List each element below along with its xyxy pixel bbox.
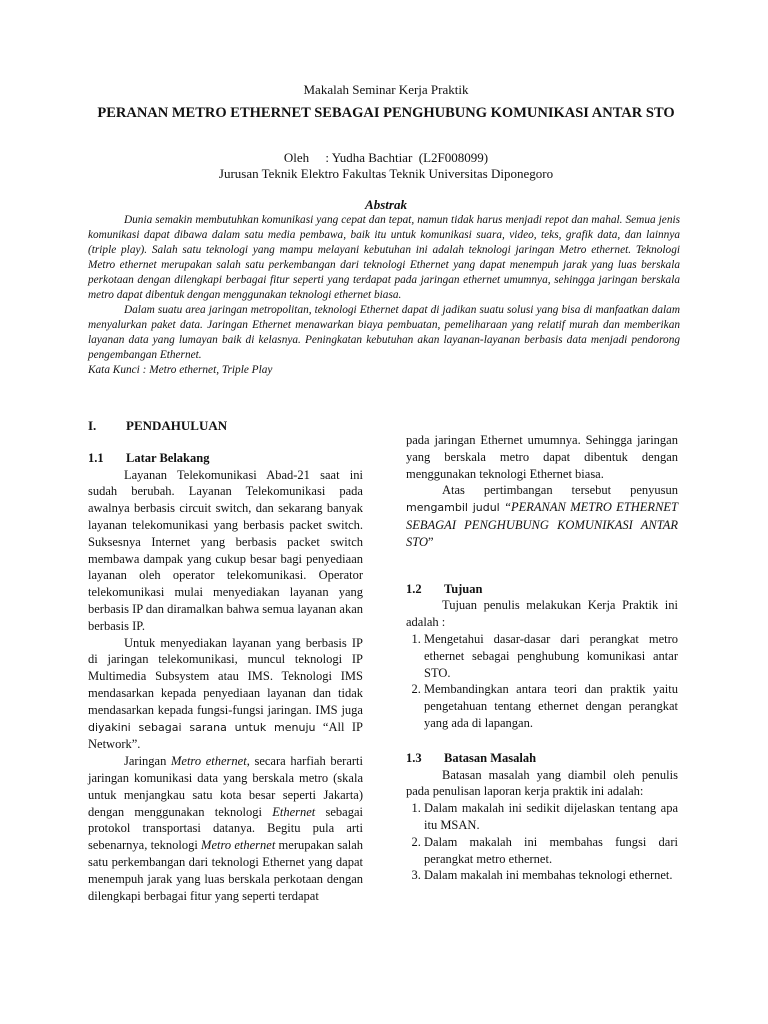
emphasis: Ethernet xyxy=(272,804,316,819)
text-run: diyakini sebagai sarana untuk menuju xyxy=(88,720,316,734)
subsection-heading-batasan-masalah xyxy=(406,750,678,767)
list-item: 1. Dalam makalah ini sedikit dijelaskan tentang apa itu MSAN. xyxy=(424,800,678,834)
section-number: I. xyxy=(88,418,97,433)
subsection-heading-tujuan xyxy=(406,581,678,598)
abstract-paragraph-1: Dunia semakin membutuhkan komunikasi yang cepat dan tepat, namun tidak harus menjadi repot dan mahal. Semua jenis komunikasi dapat dibawa dalam satu media pembawa, baik itu untuk komunikasi suara, video, teks, grafik data, dan lainnya (triple play). Salah satu teknologi yang mampu melayani kebutuhan ini adalah teknologi jaringan Metro ethernet. Teknologi Metro ethernet merupakan salah satu perkembangan dari teknologi Ethernet yang dapat menempuh jarak yang luas berskala perkotaan dengan dilengkapi berbagai fitur seperti yang terdapat pada jaringan ethernet umumnya, sehingga jaringan berskala metro dapat dibentuk dengan menggunakan teknologi ethernet biasa. xyxy=(88,214,680,301)
text-run: Untuk menyediakan layanan yang berbasis IP di jaringan telekomunikasi, muncul teknologi IP Multimedia Subsystem atau IMS. Teknologi IMS mendasarkan kepada penyediaan layanan dan tidak mendasarkan kepada fungsi-fungsi jaringan. IMS juga xyxy=(88,635,363,717)
body-paragraph: pada jaringan Ethernet umumnya. Sehingga jaringan yang berskala metro dapat dibentuk dengan menggunakan teknologi Ethernet biasa. xyxy=(406,433,678,481)
list-item: 2. Membandingkan antara teori dan praktik yaitu pengetahuan tentang ethernet dengan perangkat yang ada di lapangan. xyxy=(424,681,678,731)
objective-list xyxy=(406,631,678,732)
abstract-paragraph-2: Dalam suatu area jaringan metropolitan, teknologi Ethernet dapat di jadikan suatu solusi yang bisa di manfaatkan dalam menyalurkan paket data. Jaringan Ethernet menawarkan biaya pembuatan, pemeliharaan yang relatif murah dan memberikan layanan data yang lumayan baik di kelasnya. Peningkatan kebutuhan akan layanan-layanan berbasis data menjadi pendorong pengembangan Ethernet. xyxy=(88,304,680,361)
body-paragraph: Layanan Telekomunikasi Abad-21 saat ini sudah berubah. Layanan Telekomunikasi pada awalnya berbasis circuit switch, dan sekarang banyak layanan telekomunikasi yang berbasis packet switch. Suksesnya Internet yang berbasis packet switch membawa dampak yang cukup besar bagi penyediaan layanan oleh operator telekomunikasi. Operator telekomunikasi mulai menyediakan layanan yang berbasis IP dan diramalkan bahwa semua layanan akan berbasis IP. xyxy=(88,467,363,633)
text-run: sebagai protokol transportasi datanya. Begitu pula arti sebenarnya, teknologi xyxy=(88,804,364,853)
text-run: Jaringan xyxy=(124,754,171,769)
body-paragraph xyxy=(406,482,678,550)
text-run: Atas pertimbangan tersebut penyusun xyxy=(442,483,678,498)
emphasis: Metro ethernet xyxy=(201,838,276,853)
body-paragraph: Batasan masalah yang diambil oleh penulis pada penulisan laporan kerja praktik ini adalah: xyxy=(406,767,678,799)
paper-subtitle: Makalah Seminar Kerja Praktik xyxy=(303,82,469,97)
subsection-title: Tujuan xyxy=(444,581,483,596)
section-title: PENDAHULUAN xyxy=(126,418,228,433)
text-run: , secara harfiah berarti jaringan komunikasi data yang berskala metro (skala untuk menjangkau satu kota besar seperti Jakarta) dengan menggunakan teknologi xyxy=(88,754,363,819)
abstract-heading: Abstrak xyxy=(365,197,407,212)
list-item: 2. Dalam makalah ini membahas fungsi dari perangkat metro ethernet. xyxy=(424,834,678,868)
subsection-number: 1.2 xyxy=(406,581,422,596)
list-item: 3. Dalam makalah ini membahas teknologi ethernet. xyxy=(424,867,678,884)
spacer xyxy=(406,551,678,581)
subsection-number: 1.3 xyxy=(406,750,422,765)
section-heading-pendahuluan xyxy=(88,418,363,435)
subsection-title: Batasan Masalah xyxy=(444,750,537,765)
emphasis: Metro ethernet xyxy=(171,754,247,769)
subsection-title: Latar Belakang xyxy=(126,450,210,465)
keywords: Kata Kunci : Metro ethernet, Triple Play xyxy=(88,364,273,376)
text-run: “All IP Network”. xyxy=(88,719,363,752)
emphasis: “PERANAN METRO ETHERNET SEBAGAI PENGHUBUNG KOMUNIKASI ANTAR STO xyxy=(406,500,678,549)
department-line: Jurusan Teknik Elektro Fakultas Teknik Universitas Diponegoro xyxy=(218,166,554,181)
body-paragraph xyxy=(88,635,363,754)
body-paragraph: Tujuan penulis melakukan Kerja Praktik ini adalah : xyxy=(406,598,678,630)
list-item: 1. Mengetahui dasar-dasar dari perangkat metro ethernet sebagai penghubung komunikasi antar STO. xyxy=(424,631,678,681)
subsection-heading-latar-belakang xyxy=(88,450,363,467)
abstract-body xyxy=(88,213,680,378)
text-run: mengambil judul xyxy=(406,501,500,515)
author-line: Oleh : Yudha Bachtiar (L2F008099) xyxy=(283,150,489,165)
body-paragraph xyxy=(88,753,363,904)
subsection-number: 1.1 xyxy=(88,450,104,465)
text-run: ” xyxy=(428,534,434,549)
left-column xyxy=(88,418,363,904)
paper-title: PERANAN METRO ETHERNET SEBAGAI PENGHUBUNG KOMUNIKASI ANTAR STO xyxy=(97,105,675,121)
right-column xyxy=(406,432,678,884)
text-run: merupakan salah satu perkembangan dari teknologi Ethernet yang dapat menempuh jarak yang luas berskala perkotaan dengan dilengkapi berbagai fitur yang seperti terdapat xyxy=(88,838,363,903)
spacer xyxy=(406,732,678,750)
scope-list xyxy=(406,800,678,884)
